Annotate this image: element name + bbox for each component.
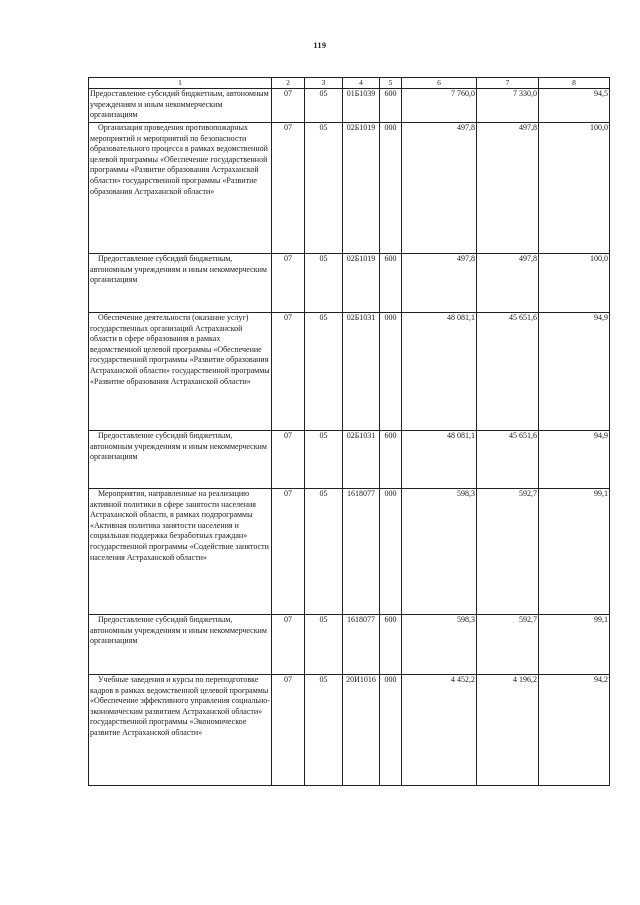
column-header: 8: [539, 78, 610, 89]
planned-amount: 497,8: [402, 123, 477, 254]
execution-percent: 94,2: [539, 675, 610, 786]
section-code: 07: [272, 675, 305, 786]
column-header: 5: [380, 78, 402, 89]
section-code: 07: [272, 313, 305, 431]
column-header: 7: [477, 78, 539, 89]
column-numbers-row: [89, 78, 610, 89]
actual-amount: 45 651,6: [477, 431, 539, 489]
subsection-code: 05: [305, 675, 343, 786]
subsection-code: 05: [305, 489, 343, 615]
section-code: 07: [272, 89, 305, 123]
target-article-code: 02Б1019: [343, 123, 380, 254]
target-article-code: 02Б1031: [343, 431, 380, 489]
execution-percent: 94,9: [539, 313, 610, 431]
subsection-code: 05: [305, 89, 343, 123]
table-row: [89, 431, 610, 489]
expense-type-code: 000: [380, 123, 402, 254]
execution-percent: 100,0: [539, 254, 610, 313]
table-row: [89, 123, 610, 254]
planned-amount: 7 760,0: [402, 89, 477, 123]
target-article-code: 01Б1039: [343, 89, 380, 123]
row-description: Предоставление субсидий бюджетным, автономным учреждениям и иным некоммерческим организациям: [89, 431, 272, 489]
section-code: 07: [272, 123, 305, 254]
planned-amount: 48 081,1: [402, 313, 477, 431]
subsection-code: 05: [305, 123, 343, 254]
planned-amount: 598,3: [402, 615, 477, 675]
column-header: 3: [305, 78, 343, 89]
target-article-code: 1618077: [343, 489, 380, 615]
actual-amount: 497,8: [477, 123, 539, 254]
actual-amount: 7 330,0: [477, 89, 539, 123]
table-row: [89, 675, 610, 786]
target-article-code: 1618077: [343, 615, 380, 675]
table-row: [89, 313, 610, 431]
row-description: Предоставление субсидий бюджетным, автономным учреждениям и иным некоммерческим организациям: [89, 254, 272, 313]
actual-amount: 592,7: [477, 615, 539, 675]
target-article-code: 02Б1019: [343, 254, 380, 313]
subsection-code: 05: [305, 313, 343, 431]
actual-amount: 592,7: [477, 489, 539, 615]
row-description: Организация проведения противопожарных мероприятий и мероприятий по безопасности образовательного процесса в рамках ведомственной целевой программы «Обеспечение государственной программы «Развитие образования Астраханской области» государственной программы «Развитие образования Астраханской области»: [89, 123, 272, 254]
expense-type-code: 600: [380, 89, 402, 123]
actual-amount: 45 651,6: [477, 313, 539, 431]
expense-type-code: 000: [380, 313, 402, 431]
subsection-code: 05: [305, 254, 343, 313]
execution-percent: 99,1: [539, 615, 610, 675]
planned-amount: 4 452,2: [402, 675, 477, 786]
table-row: [89, 254, 610, 313]
planned-amount: 497,8: [402, 254, 477, 313]
table-row: [89, 489, 610, 615]
table-row: [89, 615, 610, 675]
row-description: Обеспечение деятельности (оказание услуг) государственных организаций Астраханской области в сфере образования в рамках ведомственной целевой программы «Обеспечение государственной программы «Развитие образования Астраханской области» государственной программы «Развитие образования Астраханской области»: [89, 313, 272, 431]
target-article-code: 20И1016: [343, 675, 380, 786]
expense-type-code: 600: [380, 431, 402, 489]
column-header: 1: [89, 78, 272, 89]
execution-percent: 94,5: [539, 89, 610, 123]
row-description: Предоставление субсидий бюджетным, автономным учреждениям и иным некоммерческим организациям: [89, 89, 272, 123]
expense-type-code: 000: [380, 675, 402, 786]
expense-type-code: 000: [380, 489, 402, 615]
table-header: [89, 78, 610, 89]
budget-table: [88, 77, 610, 786]
expense-type-code: 600: [380, 615, 402, 675]
actual-amount: 497,8: [477, 254, 539, 313]
subsection-code: 05: [305, 615, 343, 675]
page-number: 119: [313, 41, 327, 50]
section-code: 07: [272, 615, 305, 675]
row-description: Учебные заведения и курсы по переподготовке кадров в рамках ведомственной целевой программы «Обеспечение эффективного управления социально-экономическим развитием Астраханской области» государственной программы «Экономическое развитие Астраханской области»: [89, 675, 272, 786]
section-code: 07: [272, 254, 305, 313]
execution-percent: 99,1: [539, 489, 610, 615]
section-code: 07: [272, 489, 305, 615]
column-header: 4: [343, 78, 380, 89]
column-header: 2: [272, 78, 305, 89]
execution-percent: 94,9: [539, 431, 610, 489]
row-description: Мероприятия, направленные на реализацию активной политики в сфере занятости населения Астраханской области, в рамках подпрограммы «Активная политика занятости населения и социальная поддержка безработных граждан» государственной программы «Содействие занятости населения Астраханской области»: [89, 489, 272, 615]
planned-amount: 48 081,1: [402, 431, 477, 489]
expense-type-code: 600: [380, 254, 402, 313]
section-code: 07: [272, 431, 305, 489]
execution-percent: 100,0: [539, 123, 610, 254]
subsection-code: 05: [305, 431, 343, 489]
actual-amount: 4 196,2: [477, 675, 539, 786]
table-row: [89, 89, 610, 123]
target-article-code: 02Б1031: [343, 313, 380, 431]
row-description: Предоставление субсидий бюджетным, автономным учреждениям и иным некоммерческим организациям: [89, 615, 272, 675]
planned-amount: 598,3: [402, 489, 477, 615]
column-header: 6: [402, 78, 477, 89]
